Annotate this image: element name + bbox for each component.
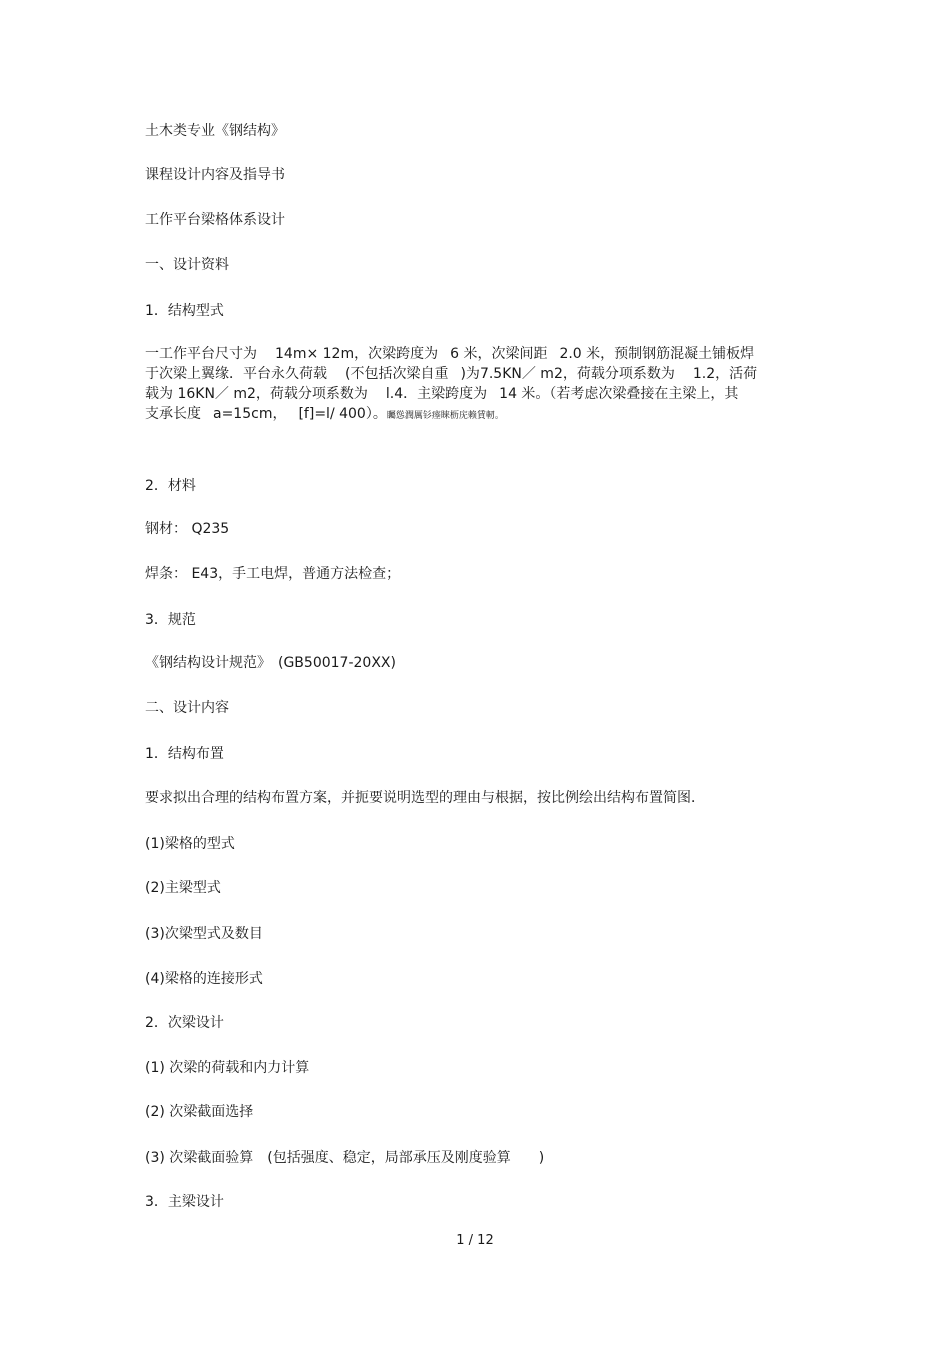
- structure-description-paragraph: [145, 344, 757, 424]
- page-number: 1 / 12: [456, 1233, 494, 1248]
- paragraph-line-1: 一工作平台尺寸为 14m× 12m，次梁跨度为 6 米，次梁间距 2.0 米，预制钢筋混凝土铺板焊: [145, 346, 755, 362]
- heading-main-beam-design: 3．主梁设计: [145, 1194, 224, 1210]
- doc-subtitle: 课程设计内容及指导书: [145, 167, 285, 183]
- section-heading-design-content: 二、设计内容: [145, 700, 229, 716]
- paragraph-line-3: 载为 16KN／ m2，荷载分项系数为 l.4．主梁跨度为 14 米。（若考虑次梁叠接在主梁上，其: [145, 386, 739, 402]
- layout-requirement: 要求拟出合理的结构布置方案，并扼要说明选型的理由与根据，按比例绘出结构布置简图．: [145, 790, 705, 806]
- steel-spec: 钢材： Q235: [145, 521, 230, 537]
- section-heading-design-data: 一、设计资料: [145, 257, 229, 273]
- list-item: (3)次梁型式及数目: [145, 926, 263, 942]
- doc-title: 土木类专业《钢结构》: [145, 123, 285, 139]
- list-item: (1)梁格的型式: [145, 836, 235, 852]
- heading-materials: 2．材料: [145, 478, 196, 494]
- design-code: 《钢结构设计规范》 (GB50017-20XX): [145, 655, 396, 671]
- list-item: (4)梁格的连接形式: [145, 971, 263, 987]
- list-item: (2)主梁型式: [145, 880, 221, 896]
- heading-codes: 3．规范: [145, 612, 196, 628]
- project-title: 工作平台梁格体系设计: [145, 212, 285, 228]
- garbled-watermark-text: 矚慫潤厲钐瘗睞枥庑赖賃軔。: [386, 411, 504, 421]
- list-item: (2) 次梁截面选择: [145, 1104, 254, 1120]
- paragraph-line-2: 于次梁上翼缘．平台永久荷载 (不包括次梁自重 )为7.5KN／ m2，荷载分项系数为 1.2，活荷: [145, 366, 758, 382]
- weld-spec: 焊条： E43，手工电焊，普通方法检查；: [145, 566, 401, 582]
- heading-secondary-beam-design: 2．次梁设计: [145, 1015, 224, 1031]
- list-item: (1) 次梁的荷载和内力计算: [145, 1060, 310, 1076]
- heading-structural-layout: 1．结构布置: [145, 746, 224, 762]
- paragraph-line-4: 支承长度 a=15cm， [f]=l/ 400）。矚慫潤厲钐瘗睞枥庑赖賃軔。: [145, 406, 504, 422]
- list-item: (3) 次梁截面验算 (包括强度、稳定，局部承压及刚度验算 ): [145, 1150, 545, 1166]
- heading-structure-type: 1．结构型式: [145, 303, 224, 319]
